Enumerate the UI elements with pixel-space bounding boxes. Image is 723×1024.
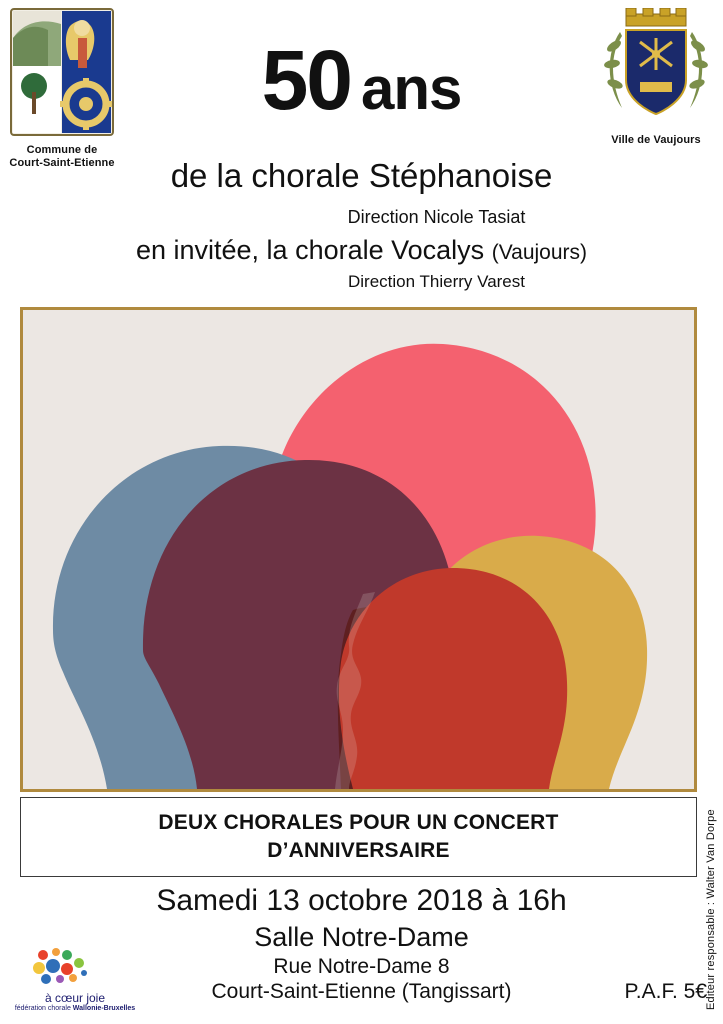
logo-subtitle-plain: fédération chorale	[14, 1005, 73, 1012]
logo-subtitle	[10, 1005, 140, 1012]
a-coeur-joie-logo	[10, 945, 140, 1012]
coat-of-arms-vaujours-icon	[600, 113, 712, 130]
subtitle-choir-2-main: en invitée, la chorale Vocalys	[135, 235, 485, 265]
poster-artwork	[20, 307, 697, 792]
event-date: Samedi 13 octobre 2018 à 16h	[156, 884, 567, 917]
concert-banner	[20, 797, 697, 877]
event-street: Rue Notre-Dame 8	[273, 955, 450, 978]
event-venue: Salle Notre-Dame	[254, 922, 469, 952]
logo-name: à cœur joie	[44, 991, 106, 1005]
director-1: Direction Nicole Tasiat	[347, 207, 526, 227]
banner-line-1: DEUX CHORALES POUR UN CONCERT	[158, 811, 559, 834]
subtitle-choir-2-paren: (Vaujours)	[491, 241, 588, 264]
title-unit: ans	[361, 55, 462, 122]
crest-right-caption: Ville de Vaujours	[611, 134, 701, 146]
subtitle-choir-2	[0, 236, 723, 266]
publisher-credit: Editeur responsable : Walter Van Dorpe	[705, 809, 717, 1010]
subtitle-choir-1: de la chorale Stéphanoise	[170, 157, 553, 194]
crest-left-block	[8, 8, 116, 169]
crest-left-caption-line1: Commune de	[26, 144, 98, 156]
director-2: Direction Thierry Varest	[348, 272, 525, 291]
logo-subtitle-bold: Wallonie-Bruxelles	[72, 1005, 136, 1012]
crest-right-block	[597, 8, 715, 147]
banner-line-2: D’ANNIVERSAIRE	[267, 839, 450, 862]
title-number: 50	[261, 33, 352, 127]
event-city: Court-Saint-Etienne (Tangissart)	[211, 980, 512, 1003]
a-coeur-joie-bubbles-icon	[29, 972, 121, 989]
crest-left-caption-line2: Court-Saint-Etienne	[9, 156, 115, 169]
coat-of-arms-court-saint-etienne-icon	[10, 123, 114, 140]
event-price: P.A.F. 5€	[624, 980, 707, 1003]
